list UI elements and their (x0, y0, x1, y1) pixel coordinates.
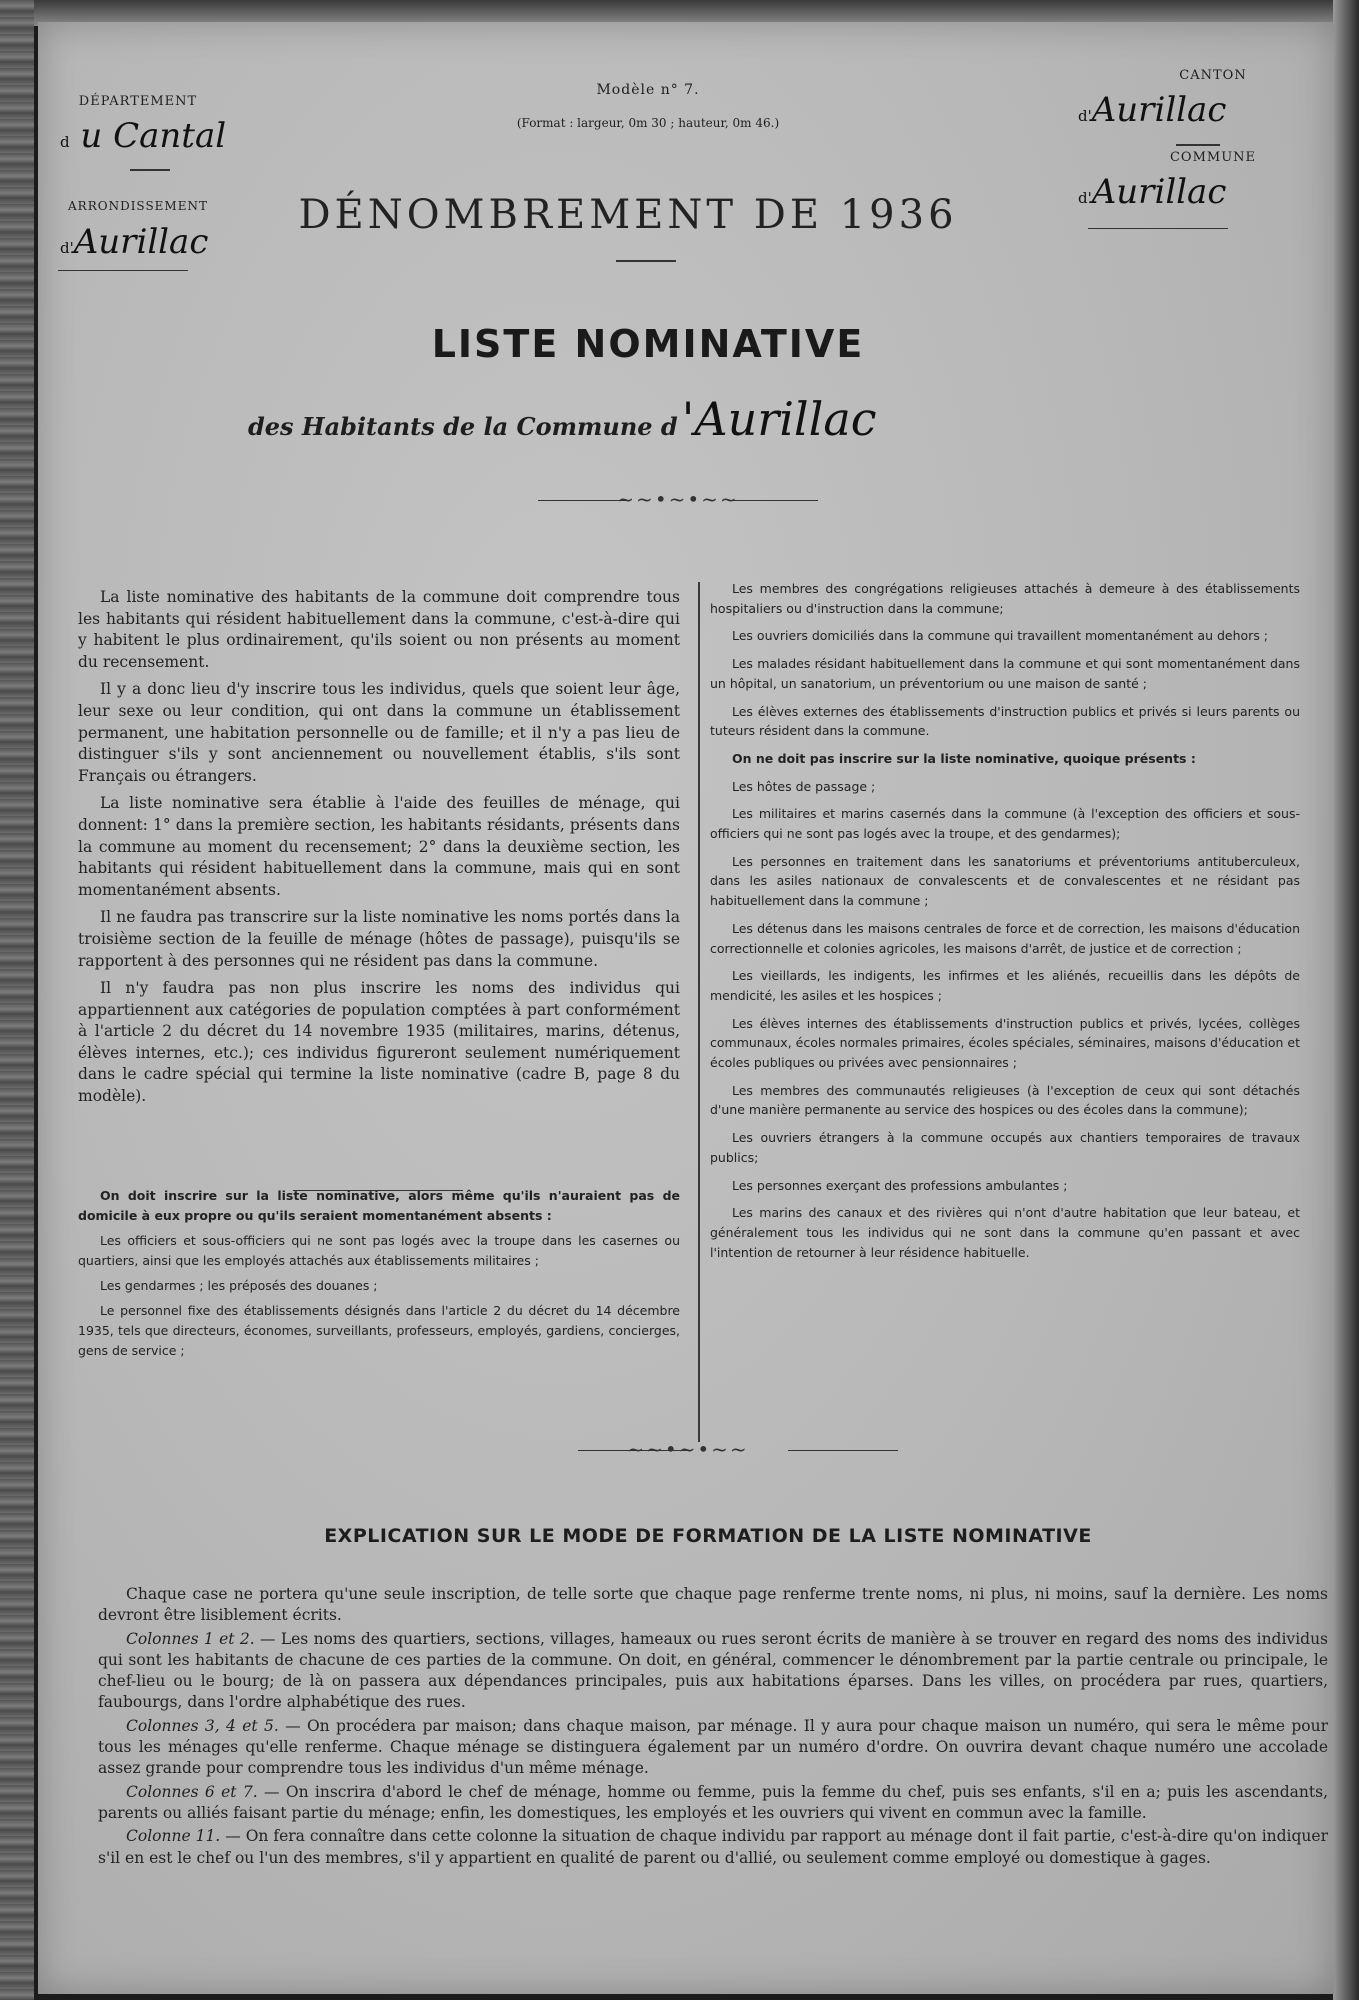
ornament-rule (728, 500, 818, 501)
left-paragraph: La liste nominative sera établie à l'aide des feuilles de ménage, qui donnent: 1° dans la première section, les habitants résidants, présents dans la commune au moment du recensement; 2° dans la deuxième section, les habitants qui résident habituellement dans la commune, mais qui en sont momentanément absents. (78, 794, 680, 899)
scan-right-edge (1333, 0, 1359, 2000)
liste-nominative-title: LISTE NOMINATIVE (431, 322, 865, 366)
arrondissement-label: ARRONDISSEMENT (68, 199, 208, 213)
header-rule (130, 169, 170, 171)
header-rule (1088, 228, 1228, 229)
note-paragraph: Les gendarmes ; les préposés des douanes ; (100, 1277, 378, 1293)
ornament-divider: ~~•~•~~ (617, 487, 739, 511)
left-column (78, 587, 680, 1366)
section-rule (293, 1190, 463, 1191)
header-rule (1176, 144, 1220, 146)
note-paragraph: Les officiers et sous-officiers qui ne sont pas logés avec la troupe dans les casernes ou quartiers, ainsi que les employés attachés aux établissements militaires ; (78, 1232, 680, 1268)
canton-label: CANTON (1179, 68, 1247, 83)
left-paragraph: Il y a donc lieu d'y inscrire tous les individus, quels que soient leur âge, leur sexe ou leur condition, qui ont dans la commune un établissement permanent, une habitation personnelle ou de famille; et il n'y a pas lieu de distinguer s'ils y sont anciennement ou nouvellement établis, s'ils sont Français ou étrangers. (78, 680, 680, 785)
right-paragraph: Les hôtes de passage ; (732, 778, 876, 794)
arrondissement-value: d'Aurillac (60, 222, 209, 262)
header-rule (58, 270, 188, 271)
right-paragraph: Les marins des canaux et des rivières qui n'ont d'autre habitation que leur bateau, et généralement tous les individus qui ne sont dans la commune qu'en passant et avec l'intention de retourner à leur résidence habituelle. (710, 1205, 1300, 1260)
left-paragraph: La liste nominative des habitants de la commune doit comprendre tous les habitants qui résident habituellement dans la commune, c'est-à-dire qui y habitent le plus ordinairement, qu'ils soient ou non présents au moment du recensement. (78, 588, 680, 671)
ornament-divider: ~~•~•~~ (627, 1437, 749, 1461)
left-paragraph: Il n'y faudra pas non plus inscrire les noms des individus qui appartiennent aux catégories de population comptées à part conformément à l'article 2 du décret du 14 novembre 1935 (militaires, marins, détenus, élèves internes, etc.); ces individus figureront seulement numériquement dans le cadre spécial qui termine la liste nominative (cadre B, page 8 du modèle). (78, 979, 680, 1106)
departement-value: d u Cantal (60, 116, 227, 156)
canton-value: d'Aurillac (1078, 90, 1227, 130)
right-paragraph: Les élèves externes des établissements d'instruction publics et privés si leurs parents ou tuteurs résident dans la commune. (710, 703, 1300, 739)
habitants-subtitle: des Habitants de la Commune d'Aurillac (248, 392, 877, 446)
column-divider (698, 582, 700, 1442)
right-paragraph: Les ouvriers étrangers à la commune occupés aux chantiers temporaires de travaux publics; (710, 1130, 1300, 1165)
right-paragraph: Les personnes exerçant des professions ambulantes ; (732, 1177, 1068, 1193)
right-paragraph: On ne doit pas inscrire sur la liste nominative, quoique présents : (732, 750, 1196, 766)
right-paragraph: Les membres des communautés religieuses (à l'exception de ceux qui sont détachés d'une manière permanente au service des hospices ou des écoles dans la commune); (710, 1082, 1300, 1118)
commune-label: COMMUNE (1169, 150, 1257, 165)
right-paragraph: Les membres des congrégations religieuses attachés à demeure à des établissements hospitaliers ou d'instruction dans la commune; (710, 581, 1300, 616)
format-note: (Format : largeur, 0m 30 ; hauteur, 0m 46.) (516, 116, 780, 130)
inscription-note (78, 1186, 680, 1361)
right-paragraph: Les malades résidant habituellement dans la commune et qui sont momentanément dans un hôpital, un sanatorium, un préventorium ou une maison de santé ; (710, 656, 1300, 691)
modele-number: Modèle n° 7. (596, 82, 700, 98)
right-paragraph: Les militaires et marins casernés dans la commune (à l'exception des officiers et sous-officiers qui ne sont pas logés avec la troupe, et des gendarmes); (710, 806, 1300, 842)
right-paragraph: Les détenus dans les maisons centrales de force et de correction, les maisons d'éducation correctionnelle et colonies agricoles, les maisons d'arrêt, de justice et de correction ; (710, 920, 1300, 956)
census-form-page (38, 22, 1334, 1994)
page-title: DÉNOMBREMENT DE 1936 (298, 192, 958, 238)
explication-title: EXPLICATION SUR LE MODE DE FORMATION DE LA LISTE NOMINATIVE (324, 1525, 1092, 1547)
explication-paragraph: Colonnes 6 et 7. — On inscrira d'abord le chef de ménage, homme ou femme, puis la femme du chef, puis ses enfants, s'il en a; puis les ascendants, parents ou alliés faisant partie du ménage; enfin, les domestiques, les employés et les ouvriers qui vivent en commun avec la famille. (98, 1782, 1329, 1822)
right-paragraph: Les ouvriers domiciliés dans la commune qui travaillent momentanément au dehors ; (732, 628, 1269, 644)
left-paragraph: Il ne faudra pas transcrire sur la liste nominative les noms portés dans la troisième section de la feuille de ménage (hôtes de passage), puisqu'ils se rapportent à des personnes qui ne résident pas dans la commune. (78, 908, 680, 970)
note-paragraph: Le personnel fixe des établissements désignés dans l'article 2 du décret du 14 décembre 1935, tels que directeurs, économes, surveillants, professeurs, employés, gardiens, concierges, gens de service ; (78, 1302, 680, 1358)
scan-binding-edge (0, 0, 34, 2000)
ornament-rule (538, 500, 628, 501)
explication-body (98, 1584, 1328, 1871)
explication-paragraph: Colonnes 3, 4 et 5. — On procédera par maison; dans chaque maison, par ménage. Il y aura pour chaque maison un numéro, qui sera le même pour tous les ménages qu'elle renferme. Chaque ménage se distinguera également par un numéro d'ordre. On ouvrira devant chaque numéro une accolade assez grande pour comprendre tous les individus d'un même ménage. (98, 1716, 1328, 1778)
explication-paragraph: Chaque case ne portera qu'une seule inscription, de telle sorte que chaque page renferme trente noms, ni plus, ni moins, sauf la dernière. Les noms devront être lisiblement écrits. (98, 1585, 1328, 1625)
explication-paragraph: Colonne 11. — On fera connaître dans cette colonne la situation de chaque individu par rapport au ménage dont il fait partie, c'est-à-dire qu'on indiquer s'il en est le chef ou l'un des membres, s'il y appartient en qualité de parent ou d'allié, ou seulement comme employé ou domestique à gages. (98, 1827, 1328, 1867)
title-rule (616, 260, 676, 262)
right-column (710, 579, 1300, 1270)
right-paragraph: Les élèves internes des établissements d'instruction publics et privés, lycées, collèges communaux, écoles normales primaires, écoles spéciales, séminaires, maisons d'éducation et écoles publiques ou privées avec pensionnaires ; (710, 1015, 1300, 1071)
departement-label: DÉPARTEMENT (78, 94, 198, 109)
ornament-rule (788, 1450, 898, 1451)
explication-paragraph: Colonnes 1 et 2. — Les noms des quartiers, sections, villages, hameaux ou rues seront écrits de manière à se trouver en regard des noms des individus qui sont les habitants de chacune de ces parties de la commune. On doit, en général, commencer le dénombrement par la partie centrale ou principale, le chef-lieu ou le bourg; de là on passera aux dépendances principales, puis aux habitations éparses. Dans les villes, on procédera par rues, quartiers, faubourgs, dans l'ordre alphabétique des rues. (98, 1629, 1329, 1712)
note-paragraph: On doit inscrire sur la liste nominative, alors même qu'ils n'auraient pas de domicile à eux propre ou qu'ils seraient momentanément absents : (78, 1187, 680, 1223)
commune-value: d'Aurillac (1078, 172, 1227, 212)
left-column-spacer (78, 1114, 680, 1174)
right-paragraph: Les vieillards, les indigents, les infirmes et les aliénés, recueillis dans les dépôts de mendicité, les asiles et les hospices ; (710, 968, 1300, 1003)
right-paragraph: Les personnes en traitement dans les sanatoriums et préventoriums antituberculeux, dans les asiles nationaux de convalescents et de convalescentes et ne résidant pas habituellement dans la commune ; (710, 853, 1300, 909)
